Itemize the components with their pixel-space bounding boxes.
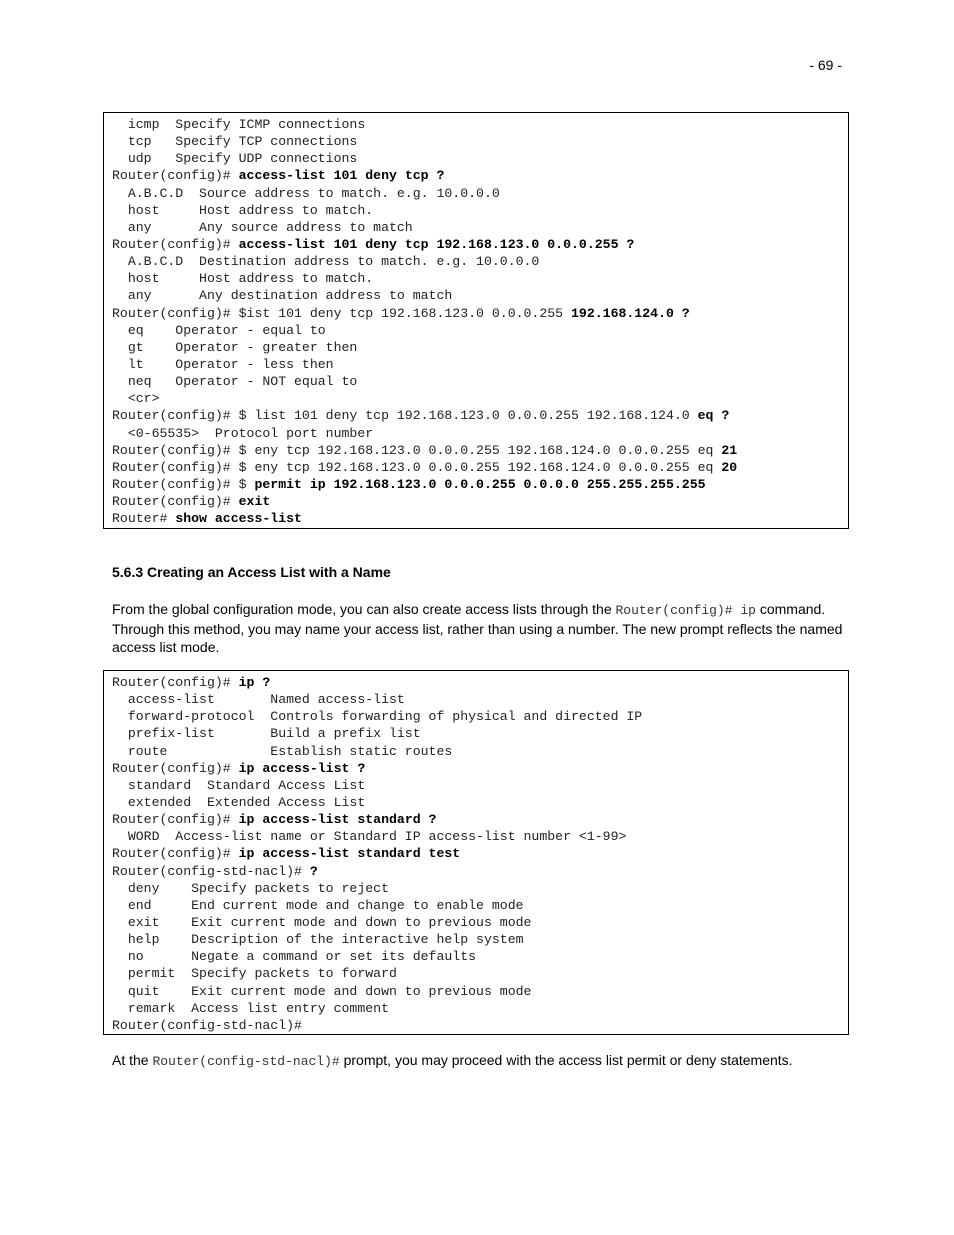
code-line [112, 845, 848, 862]
code-command: exit [238, 494, 271, 510]
code-line [112, 1017, 848, 1034]
code-line [112, 880, 848, 897]
para-text: command. Through this method, you may name your access list, rather than using a number. The new prompt reflects the named access list mode. [112, 601, 843, 655]
code-text: lt Operator - less then [112, 356, 334, 372]
code-text: A.B.C.D Destination address to match. e.g. 10.0.0.0 [112, 254, 540, 270]
code-line [112, 983, 848, 1000]
code-text: Router(config)# [112, 812, 239, 828]
code-command: ip access-list ? [238, 760, 366, 776]
code-block-acl-numbered [103, 112, 849, 529]
code-line [112, 743, 848, 760]
code-text: Router(config)# [112, 494, 239, 510]
code-line [112, 407, 848, 424]
code-line [112, 305, 848, 322]
code-text: Router(config)# $ [112, 476, 255, 492]
code-line [112, 965, 848, 982]
code-line [112, 708, 848, 725]
code-text: Router(config-std-nacl)# [112, 863, 310, 879]
para-text: prompt, you may proceed with the access list permit or deny statements. [339, 1052, 793, 1068]
code-line [112, 897, 848, 914]
code-text: Router# [112, 511, 176, 527]
page-number: - 69 - [809, 57, 842, 73]
code-text: quit Exit current mode and down to previous mode [112, 983, 532, 999]
code-line [112, 794, 848, 811]
code-text: Router(config)# $ist 101 deny tcp 192.168.123.0 0.0.0.255 [112, 305, 571, 321]
code-text: extended Extended Access List [112, 794, 366, 810]
code-command: ip access-list standard test [238, 846, 461, 862]
code-line [112, 236, 848, 253]
code-text: standard Standard Access List [112, 777, 366, 793]
code-command: 20 [721, 459, 738, 475]
para-text: From the global configuration mode, you can also create access lists through the [112, 601, 616, 617]
inline-code: Router(config-std-nacl)# [152, 1054, 340, 1069]
code-block-acl-named [103, 670, 849, 1035]
code-text: A.B.C.D Source address to match. e.g. 10.0.0.0 [112, 185, 500, 201]
code-text: eq Operator - equal to [112, 322, 326, 338]
code-line [112, 760, 848, 777]
code-line [112, 674, 848, 691]
code-text: host Host address to match. [112, 202, 374, 218]
code-line [112, 150, 848, 167]
code-text: udp Specify UDP connections [112, 151, 358, 167]
code-line [112, 339, 848, 356]
code-line [112, 202, 848, 219]
code-line [112, 356, 848, 373]
code-text: end End current mode and change to enable mode [112, 897, 524, 913]
code-text: any Any source address to match [112, 219, 413, 235]
code-command: permit ip 192.168.123.0 0.0.0.255 0.0.0.0 255.255.255.255 [254, 476, 706, 492]
code-text: Router(config-std-nacl)# [112, 1017, 302, 1033]
code-line [112, 442, 848, 459]
code-line [112, 777, 848, 794]
code-line [112, 253, 848, 270]
code-line [112, 493, 848, 510]
code-line [112, 185, 848, 202]
code-line [112, 390, 848, 407]
code-text: help Description of the interactive help system [112, 932, 524, 948]
code-text: <0-65535> Protocol port number [112, 425, 374, 441]
code-command: ? [309, 863, 318, 879]
code-line [112, 691, 848, 708]
code-line [112, 459, 848, 476]
code-text: icmp Specify ICMP connections [112, 117, 366, 132]
code-line [112, 914, 848, 931]
code-text: access-list Named access-list [112, 692, 405, 708]
code-line [112, 476, 848, 493]
code-text: remark Access list entry comment [112, 1000, 389, 1016]
code-text: <cr> [112, 391, 160, 407]
code-line [112, 322, 848, 339]
code-line [112, 287, 848, 304]
code-line [112, 425, 848, 442]
code-text: deny Specify packets to reject [112, 880, 389, 896]
code-text: Router(config)# $ list 101 deny tcp 192.168.123.0 0.0.0.255 192.168.124.0 [112, 408, 698, 424]
code-line [112, 219, 848, 236]
code-command: show access-list [175, 511, 302, 527]
code-text: neq Operator - NOT equal to [112, 374, 358, 390]
code-text: prefix-list Build a prefix list [112, 726, 421, 742]
code-text: Router(config)# $ eny tcp 192.168.123.0 0.0.0.255 192.168.124.0 0.0.0.255 eq [112, 442, 722, 458]
code-line [112, 828, 848, 845]
code-text: host Host address to match. [112, 271, 374, 287]
para-text: At the [112, 1052, 153, 1068]
code-text: any Any destination address to match [112, 288, 453, 304]
code-line [112, 133, 848, 150]
code-text: gt Operator - greater then [112, 339, 358, 355]
code-text: Router(config)# $ eny tcp 192.168.123.0 0.0.0.255 192.168.124.0 0.0.0.255 eq [112, 459, 722, 475]
code-command: access-list 101 deny tcp ? [238, 168, 445, 184]
section-heading: 5.6.3 Creating an Access List with a Name [112, 564, 391, 580]
code-line [112, 167, 848, 184]
code-text: route Establish static routes [112, 743, 453, 759]
code-text: tcp Specify TCP connections [112, 134, 358, 150]
code-text: exit Exit current mode and down to previous mode [112, 914, 532, 930]
code-line [112, 116, 848, 133]
code-line [112, 863, 848, 880]
code-line [112, 373, 848, 390]
code-line [112, 1000, 848, 1017]
code-text: no Negate a command or set its defaults [112, 949, 477, 965]
code-text: WORD Access-list name or Standard IP access-list number <1-99> [112, 829, 627, 845]
code-command: 192.168.124.0 ? [571, 305, 690, 321]
code-command: 21 [721, 442, 738, 458]
code-text: Router(config)# [112, 675, 239, 690]
code-text: forward-protocol Controls forwarding of physical and directed IP [112, 709, 643, 725]
code-line [112, 931, 848, 948]
code-line [112, 725, 848, 742]
intro-paragraph [112, 600, 852, 656]
code-text: Router(config)# [112, 760, 239, 776]
code-text: Router(config)# [112, 846, 239, 862]
code-line [112, 948, 848, 965]
code-command: ip ? [238, 675, 271, 690]
code-line [112, 510, 848, 527]
code-line [112, 270, 848, 287]
code-command: ip access-list standard ? [238, 812, 437, 828]
code-line [112, 811, 848, 828]
code-text: permit Specify packets to forward [112, 966, 397, 982]
code-text: Router(config)# [112, 168, 239, 184]
closing-paragraph [112, 1051, 852, 1071]
inline-code: Router(config)# ip [615, 603, 756, 618]
code-command: access-list 101 deny tcp 192.168.123.0 0.0.0.255 ? [238, 236, 635, 252]
code-command: eq ? [697, 408, 730, 424]
code-text: Router(config)# [112, 236, 239, 252]
